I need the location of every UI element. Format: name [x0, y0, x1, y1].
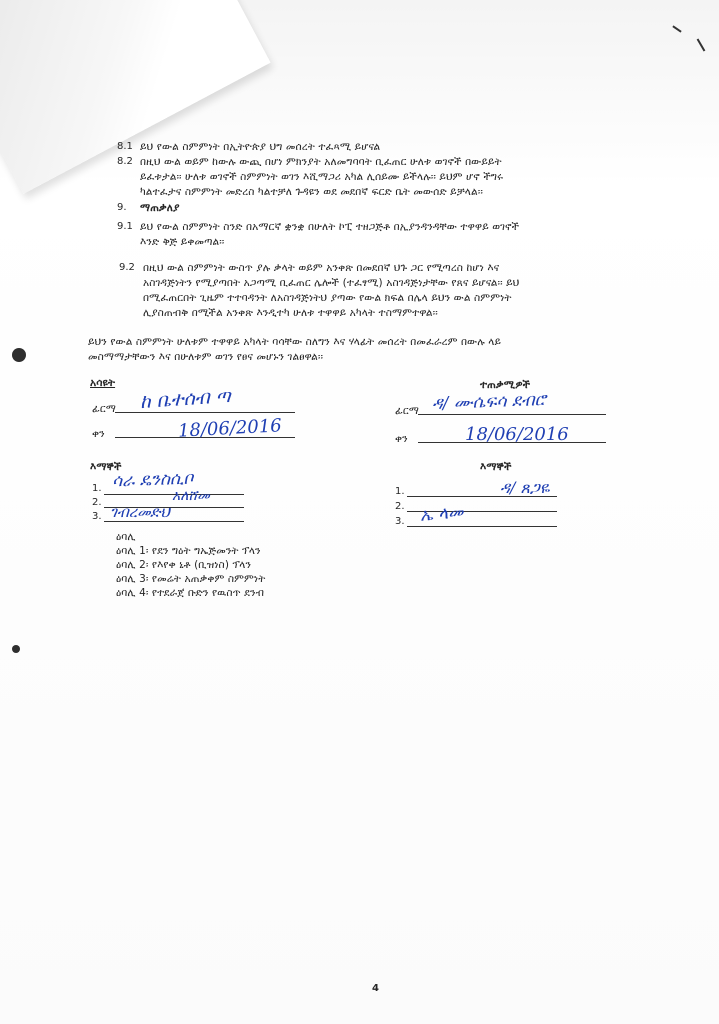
lessee-signature: ዳ/ ሙሴፍሳ ደብሮ [431, 390, 547, 414]
corner-mark [697, 38, 706, 51]
section-title: ማጠቃለያ [140, 202, 180, 214]
witness-line [104, 521, 244, 522]
clause-text: ይህ የውል ስምምነት ስንድ በአማርኛ ቋንቋ በሁለት ኮፒ ተዘጋጅቶ በኢያንዳንዳቸው ተዋዋይ ወገኖች [140, 221, 520, 233]
closing-text: መስማማታቸውን እና በሁለቱም ወገን የፀና መሆኑን ገልፀዋል፡፡ [88, 351, 324, 363]
annex-item: ዕባሊ 1፡ የደን ግዕት ግኤጅመንት ፕላን [116, 545, 261, 557]
lessee-sign-line [418, 414, 606, 415]
closing-text: ይህን የውል ስምምነት ሁለቱም ተዋዋይ አካላት ባሳቸው ስለግን እና ሃላፊት መሰረት በመፈራረም በውሉ ላይ [88, 336, 502, 348]
clause-text: ካልተፈታና ስምምነት መድረስ ካልተቻለ ጉዳዩን ወደ መደበኛ ፍርድ ቤት መውሰድ ይቻላል፡፡ [140, 186, 483, 198]
annex-item: ዕባሊ 4፡ የተደራጀ ቡድን የዉስጥ ደንብ [116, 587, 265, 599]
clause-number: 9.1 [117, 221, 133, 232]
annex-heading: ዕባሊ [116, 531, 136, 543]
clause-text: አስገዳጅነትን የሚያጣበት አጋጣሚ ቢፈጠር ሌሎች (ተፈፃሚ) አስገዳጅነታቸው የጸና ይሆናል፡፡ ይህ [143, 277, 520, 289]
annex-item: ዕባሊ 2፡ የእየቀ ኒቶ (ቢዝነስ) ፕላን [116, 559, 252, 571]
clause-number: 8.1 [117, 141, 133, 152]
witness-signature: ዳ/ ጸጋዬ [500, 478, 550, 497]
lessor-date: 18/06/2016 [177, 415, 283, 442]
witness-number: 2. [395, 501, 405, 512]
clause-number: 8.2 [117, 156, 133, 167]
witness-signature: ኤ ላመ [419, 502, 465, 526]
section-number: 9. [117, 202, 127, 213]
witnesses-right-heading: እማኞች [480, 461, 512, 473]
witness-line [407, 526, 557, 527]
clause-number: 9.2 [119, 262, 135, 273]
lessor-sign-label: ፊርማ [92, 403, 116, 415]
clause-text: በዚህ ውል ስምምነት ውስጥ ያሉ ቃላት ወይም አንቀጽ በመደበኛ ህጉ ጋር የሚጣረስ ከሆነ እና [143, 262, 500, 274]
lessor-date-label: ቀን [92, 428, 105, 440]
lessor-signature: ከ ቤተሰብ ጣ [139, 384, 232, 414]
witness-number: 3. [92, 511, 102, 522]
witness-signature: ሳራ ዴንስሲቦ [111, 468, 194, 492]
annex-item: ዕባሊ 3፡ የመሬት አጠቃቀም ስምምነት [116, 573, 266, 585]
witness-number: 2. [92, 497, 102, 508]
witness-signature: አለሸመ [172, 488, 210, 504]
clause-text: እንድ ቅጅ ይቀመጣል፡፡ [140, 236, 225, 248]
clause-text: ይህ የውል ስምምነት በኢትዮጵያ ህግ መሰረት ተፈጻሚ ይሆናል [140, 141, 381, 153]
lessee-heading: ተጠቃሚዎች [480, 379, 531, 391]
witness-number: 1. [395, 486, 405, 497]
witness-number: 1. [92, 483, 102, 494]
witnesses-left-heading: እማኞች [90, 461, 122, 473]
lessee-date: 18/06/2016 [465, 424, 569, 445]
witness-number: 3. [395, 516, 405, 527]
clause-text: በሚፈጠርበት ጊዜም ተተባዳንት ለአስገዳጅነትህ ያጣው የውል ክፍል በሌላ ይህን ውል ስምምነት [143, 292, 512, 304]
clause-text: ይፈቱታል፡፡ ሁለቱ ወገኖች ስምምነት ወገን እሺማጋሪ አካል ሊሰይሙ ይችላሉ፡፡ ይህም ሆኖ ችግሩ [140, 171, 504, 183]
corner-mark [672, 25, 681, 32]
punch-hole [12, 348, 26, 362]
clause-text: በዚህ ውል ወይም ከውሉ ውጪ በሆነ ምክንያት አለመግባባት ቢፈጠር ሁለቱ ወገኖች በውይይት [140, 156, 502, 168]
lessee-sign-label: ፊርማ [395, 405, 419, 417]
lessor-heading: አሳዩት [90, 377, 116, 389]
witness-signature: ገብረመድህ [110, 503, 170, 521]
clause-text: ሊያስጠብቅ በሚችል አንቀጽ እንዲተካ ሁለቱ ተዋዋይ አካላት ተስማምተዋል፡፡ [143, 307, 438, 319]
page-number: 4 [372, 983, 379, 994]
lessee-date-label: ቀን [395, 433, 408, 445]
punch-hole [12, 645, 20, 653]
